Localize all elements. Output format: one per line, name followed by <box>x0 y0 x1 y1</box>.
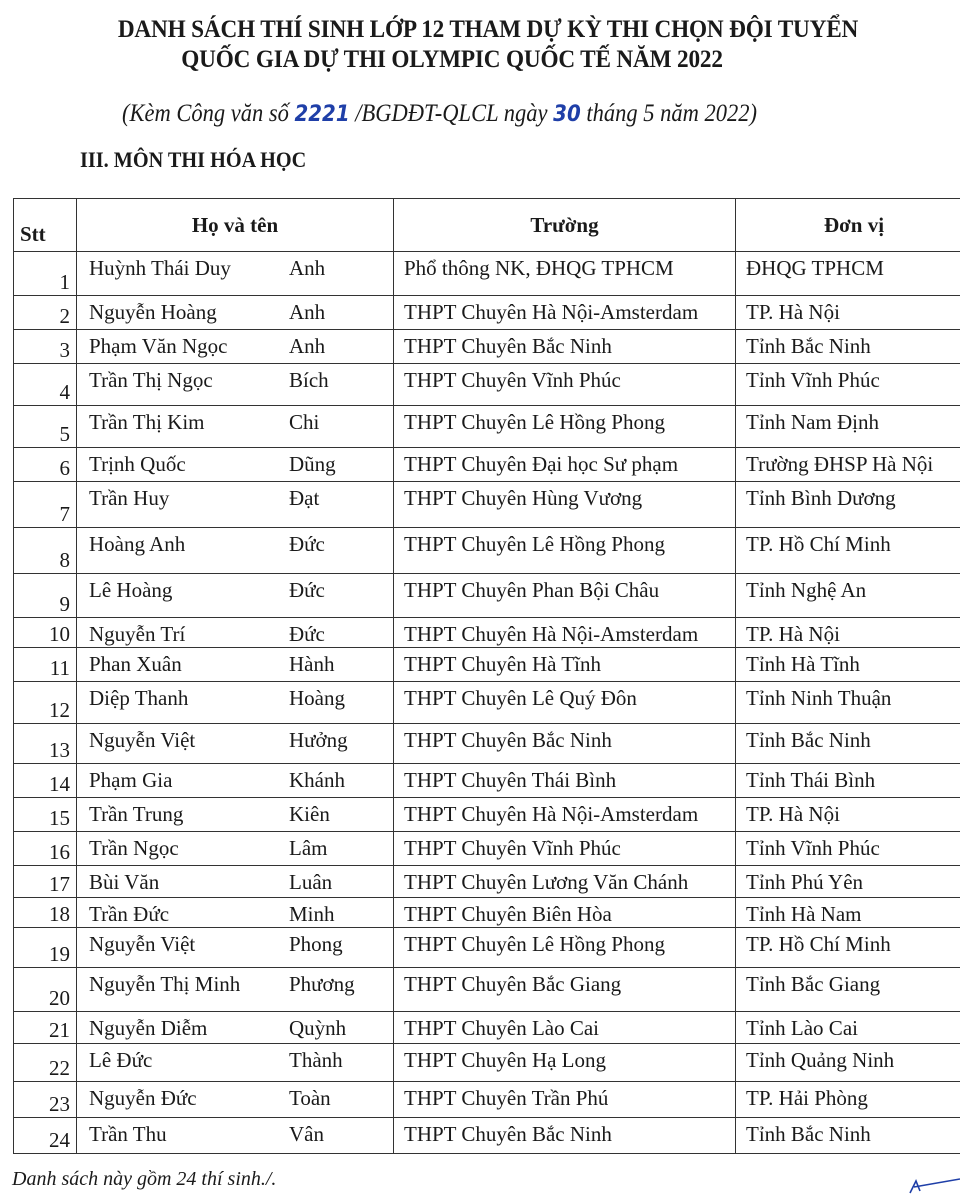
cell-school: THPT Chuyên Đại học Sư phạm <box>394 448 736 482</box>
cell-surname: Trịnh Quốc <box>77 448 290 482</box>
cell-stt: 18 <box>14 898 77 928</box>
cell-given-name: Hưởng <box>289 724 394 764</box>
handwritten-day: 30 <box>553 102 581 127</box>
cell-surname: Phan Xuân <box>77 648 290 682</box>
cell-unit: Tỉnh Bình Dương <box>736 482 960 528</box>
cell-school: THPT Chuyên Lê Hồng Phong <box>394 406 736 448</box>
table-row <box>14 798 960 832</box>
signature-mark-icon <box>900 1175 960 1195</box>
table-row <box>14 618 960 648</box>
table-row <box>14 296 960 330</box>
cell-surname: Trần Huy <box>77 482 290 528</box>
table-row <box>14 406 960 448</box>
candidate-table <box>13 198 960 1154</box>
cell-school: Phổ thông NK, ĐHQG TPHCM <box>394 252 736 296</box>
cell-school: THPT Chuyên Trần Phú <box>394 1082 736 1118</box>
cell-stt: 21 <box>14 1012 77 1044</box>
cell-given-name: Đức <box>289 618 394 648</box>
cell-unit: Trường ĐHSP Hà Nội <box>736 448 960 482</box>
cell-school: THPT Chuyên Bắc Ninh <box>394 330 736 364</box>
cell-unit: Tỉnh Quảng Ninh <box>736 1044 960 1082</box>
cell-school: THPT Chuyên Hùng Vương <box>394 482 736 528</box>
cell-unit: Tỉnh Bắc Ninh <box>736 724 960 764</box>
cell-surname: Nguyễn Việt <box>77 724 290 764</box>
cell-school: THPT Chuyên Lê Hồng Phong <box>394 928 736 968</box>
cell-stt: 20 <box>14 968 77 1012</box>
cell-school: THPT Chuyên Hà Tĩnh <box>394 648 736 682</box>
cell-surname: Nguyễn Diễm <box>77 1012 290 1044</box>
cell-surname: Hoàng Anh <box>77 528 290 574</box>
cell-school: THPT Chuyên Hạ Long <box>394 1044 736 1082</box>
cell-surname: Trần Đức <box>77 898 290 928</box>
cell-stt: 17 <box>14 866 77 898</box>
table-row <box>14 574 960 618</box>
cell-given-name: Lâm <box>289 832 394 866</box>
cell-stt: 2 <box>14 296 77 330</box>
cell-given-name: Dũng <box>289 448 394 482</box>
cell-stt: 24 <box>14 1118 77 1154</box>
handwritten-doc-number: 2221 <box>294 102 350 127</box>
cell-school: THPT Chuyên Biên Hòa <box>394 898 736 928</box>
cell-surname: Trần Thu <box>77 1118 290 1154</box>
cell-school: THPT Chuyên Thái Bình <box>394 764 736 798</box>
cell-surname: Nguyễn Đức <box>77 1082 290 1118</box>
cell-unit: Tỉnh Phú Yên <box>736 866 960 898</box>
cell-stt: 12 <box>14 682 77 724</box>
cell-given-name: Đức <box>289 528 394 574</box>
cell-unit: ĐHQG TPHCM <box>736 252 960 296</box>
subtitle-suffix: tháng 5 năm 2022) <box>580 100 757 127</box>
table-row <box>14 898 960 928</box>
cell-given-name: Khánh <box>289 764 394 798</box>
cell-surname: Bùi Văn <box>77 866 290 898</box>
cell-school: THPT Chuyên Bắc Ninh <box>394 724 736 764</box>
cell-unit: TP. Hà Nội <box>736 798 960 832</box>
header-stt: Stt <box>14 199 77 252</box>
cell-given-name: Toàn <box>289 1082 394 1118</box>
cell-given-name: Vân <box>289 1118 394 1154</box>
cell-given-name: Luân <box>289 866 394 898</box>
cell-given-name: Kiên <box>289 798 394 832</box>
cell-school: THPT Chuyên Bắc Ninh <box>394 1118 736 1154</box>
table-row <box>14 330 960 364</box>
header-school: Trường <box>394 199 736 252</box>
cell-stt: 11 <box>14 648 77 682</box>
cell-stt: 4 <box>14 364 77 406</box>
cell-surname: Lê Đức <box>77 1044 290 1082</box>
cell-unit: TP. Hồ Chí Minh <box>736 928 960 968</box>
cell-given-name: Anh <box>289 252 394 296</box>
cell-stt: 15 <box>14 798 77 832</box>
table-row <box>14 866 960 898</box>
cell-unit: Tỉnh Bắc Giang <box>736 968 960 1012</box>
cell-unit: TP. Hà Nội <box>736 296 960 330</box>
document-title-line-2: QUỐC GIA DỰ THI OLYMPIC QUỐC TẾ NĂM 2022 <box>181 46 723 73</box>
cell-stt: 22 <box>14 1044 77 1082</box>
cell-stt: 5 <box>14 406 77 448</box>
cell-surname: Trần Trung <box>77 798 290 832</box>
cell-given-name: Anh <box>289 330 394 364</box>
cell-given-name: Minh <box>289 898 394 928</box>
cell-stt: 1 <box>14 252 77 296</box>
table-row <box>14 724 960 764</box>
footer-note: Danh sách này gồm 24 thí sinh./. <box>12 1168 277 1190</box>
cell-surname: Nguyễn Thị Minh <box>77 968 290 1012</box>
table-body <box>14 252 960 1154</box>
document-subtitle <box>122 100 757 128</box>
cell-stt: 7 <box>14 482 77 528</box>
cell-unit: Tỉnh Hà Nam <box>736 898 960 928</box>
cell-unit: Tỉnh Nam Định <box>736 406 960 448</box>
table-row <box>14 968 960 1012</box>
cell-unit: Tỉnh Bắc Ninh <box>736 1118 960 1154</box>
cell-given-name: Đức <box>289 574 394 618</box>
cell-school: THPT Chuyên Hà Nội-Amsterdam <box>394 296 736 330</box>
cell-given-name: Bích <box>289 364 394 406</box>
cell-school: THPT Chuyên Vĩnh Phúc <box>394 364 736 406</box>
subtitle-middle: /BGDĐT-QLCL ngày <box>349 100 554 127</box>
table-row <box>14 682 960 724</box>
cell-given-name: Hành <box>289 648 394 682</box>
cell-unit: TP. Hải Phòng <box>736 1082 960 1118</box>
cell-surname: Diệp Thanh <box>77 682 290 724</box>
table-header-row <box>14 199 960 252</box>
cell-unit: Tỉnh Thái Bình <box>736 764 960 798</box>
cell-surname: Phạm Gia <box>77 764 290 798</box>
cell-school: THPT Chuyên Lào Cai <box>394 1012 736 1044</box>
cell-given-name: Hoàng <box>289 682 394 724</box>
cell-school: THPT Chuyên Phan Bội Châu <box>394 574 736 618</box>
table-row <box>14 1082 960 1118</box>
cell-given-name: Phương <box>289 968 394 1012</box>
table-row <box>14 1044 960 1082</box>
subtitle-prefix: (Kèm Công văn số <box>122 100 295 127</box>
table-row <box>14 832 960 866</box>
cell-school: THPT Chuyên Lương Văn Chánh <box>394 866 736 898</box>
cell-stt: 23 <box>14 1082 77 1118</box>
table-row <box>14 1012 960 1044</box>
cell-stt: 10 <box>14 618 77 648</box>
cell-unit: Tỉnh Hà Tĩnh <box>736 648 960 682</box>
document-title-line-1: DANH SÁCH THÍ SINH LỚP 12 THAM DỰ KỲ THI CHỌN ĐỘI TUYỂN <box>117 16 859 43</box>
cell-given-name: Quỳnh <box>289 1012 394 1044</box>
table-row <box>14 1118 960 1154</box>
table-row <box>14 482 960 528</box>
cell-stt: 9 <box>14 574 77 618</box>
cell-unit: Tỉnh Nghệ An <box>736 574 960 618</box>
cell-surname: Nguyễn Hoàng <box>77 296 290 330</box>
cell-surname: Nguyễn Việt <box>77 928 290 968</box>
cell-stt: 13 <box>14 724 77 764</box>
cell-surname: Trần Thị Ngọc <box>77 364 290 406</box>
cell-unit: Tỉnh Lào Cai <box>736 1012 960 1044</box>
header-unit: Đơn vị <box>736 199 960 252</box>
table-row <box>14 364 960 406</box>
cell-surname: Lê Hoàng <box>77 574 290 618</box>
cell-stt: 3 <box>14 330 77 364</box>
cell-surname: Trần Thị Kim <box>77 406 290 448</box>
cell-school: THPT Chuyên Hà Nội-Amsterdam <box>394 798 736 832</box>
cell-school: THPT Chuyên Hà Nội-Amsterdam <box>394 618 736 648</box>
cell-given-name: Đạt <box>289 482 394 528</box>
cell-stt: 8 <box>14 528 77 574</box>
cell-school: THPT Chuyên Lê Hồng Phong <box>394 528 736 574</box>
table-row <box>14 928 960 968</box>
cell-school: THPT Chuyên Bắc Giang <box>394 968 736 1012</box>
cell-surname: Nguyễn Trí <box>77 618 290 648</box>
cell-unit: Tỉnh Bắc Ninh <box>736 330 960 364</box>
header-name: Họ và tên <box>77 199 394 252</box>
section-heading: III. MÔN THI HÓA HỌC <box>80 147 307 172</box>
cell-given-name: Thành <box>289 1044 394 1082</box>
cell-stt: 19 <box>14 928 77 968</box>
cell-unit: Tỉnh Vĩnh Phúc <box>736 832 960 866</box>
cell-unit: TP. Hồ Chí Minh <box>736 528 960 574</box>
cell-school: THPT Chuyên Lê Quý Đôn <box>394 682 736 724</box>
cell-stt: 16 <box>14 832 77 866</box>
table-row <box>14 648 960 682</box>
cell-unit: TP. Hà Nội <box>736 618 960 648</box>
table-row <box>14 448 960 482</box>
cell-stt: 6 <box>14 448 77 482</box>
cell-surname: Trần Ngọc <box>77 832 290 866</box>
table-row <box>14 764 960 798</box>
cell-surname: Huỳnh Thái Duy <box>77 252 290 296</box>
table-row <box>14 252 960 296</box>
cell-unit: Tỉnh Vĩnh Phúc <box>736 364 960 406</box>
cell-given-name: Chi <box>289 406 394 448</box>
table-row <box>14 528 960 574</box>
cell-stt: 14 <box>14 764 77 798</box>
cell-school: THPT Chuyên Vĩnh Phúc <box>394 832 736 866</box>
cell-given-name: Anh <box>289 296 394 330</box>
cell-surname: Phạm Văn Ngọc <box>77 330 290 364</box>
cell-given-name: Phong <box>289 928 394 968</box>
cell-unit: Tỉnh Ninh Thuận <box>736 682 960 724</box>
